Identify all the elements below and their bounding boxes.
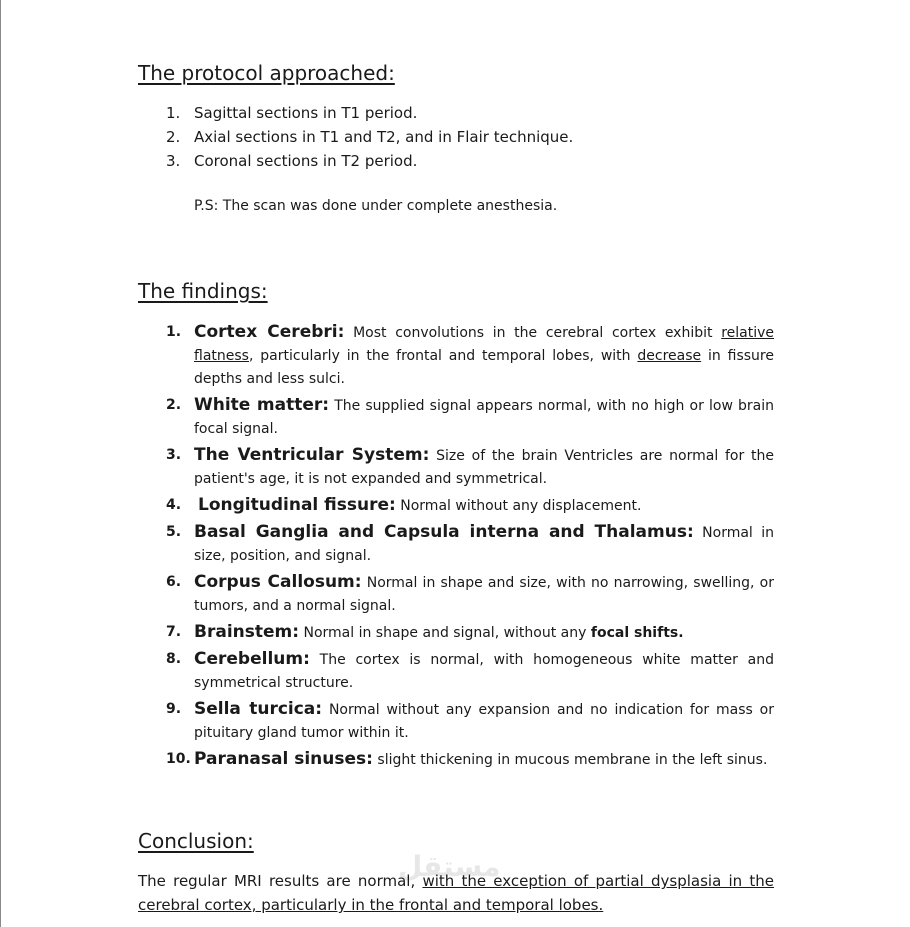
finding-item bbox=[166, 621, 774, 645]
item-text: Sagittal sections in T1 period. bbox=[194, 104, 418, 122]
finding-item bbox=[166, 698, 774, 745]
finding-title: Basal Ganglia and Capsula interna and Thalamus: bbox=[194, 522, 694, 542]
finding-number: 9. bbox=[166, 701, 182, 717]
finding-text: in fissure depths and less sulci. bbox=[194, 348, 774, 387]
finding-title: Corpus Callosum: bbox=[194, 572, 362, 592]
conclusion-plain: The regular MRI results are normal, bbox=[138, 872, 423, 890]
conclusion-text bbox=[138, 869, 774, 917]
finding-number: 6. bbox=[166, 574, 182, 590]
finding-text: Normal in size, position, and signal. bbox=[194, 525, 774, 564]
finding-number: 2. bbox=[166, 397, 182, 413]
finding-item bbox=[166, 521, 774, 568]
finding-number: 3. bbox=[166, 447, 182, 463]
conclusion-heading: Conclusion: bbox=[138, 829, 254, 853]
findings-heading: The findings: bbox=[138, 279, 268, 303]
protocol-heading: The protocol approached: bbox=[138, 61, 395, 85]
protocol-list bbox=[166, 101, 573, 173]
finding-text: The supplied signal appears normal, with no high or low brain focal signal. bbox=[194, 398, 774, 437]
finding-text: , particularly in the frontal and temporal lobes, with bbox=[248, 348, 638, 364]
finding-item bbox=[166, 748, 774, 772]
finding-title: Longitudinal fissure: bbox=[198, 495, 396, 515]
finding-text: Normal without any displacement. bbox=[395, 498, 642, 514]
finding-bold-text: focal shifts. bbox=[590, 625, 684, 641]
list-item bbox=[166, 125, 573, 149]
list-item bbox=[166, 101, 573, 125]
item-text: Axial sections in T1 and T2, and in Flair technique. bbox=[194, 128, 574, 146]
finding-text: Normal without any expansion and no indication for mass or pituitary gland tumor within it. bbox=[194, 702, 774, 741]
finding-number: 5. bbox=[166, 524, 182, 540]
item-text: Coronal sections in T2 period. bbox=[194, 152, 418, 170]
findings-list bbox=[166, 321, 774, 775]
item-number: 3. bbox=[166, 152, 181, 170]
finding-item bbox=[166, 321, 774, 391]
finding-text: Normal in shape and signal, without any bbox=[299, 625, 591, 641]
finding-title: Cerebellum: bbox=[194, 649, 310, 669]
finding-title: Sella turcica: bbox=[194, 699, 323, 719]
finding-text: Normal in shape and size, with no narrowing, swelling, or tumors, and a normal signal. bbox=[194, 575, 774, 614]
anesthesia-note: P.S: The scan was done under complete anesthesia. bbox=[194, 198, 558, 214]
watermark-logo: مستقل bbox=[398, 850, 501, 883]
finding-item bbox=[166, 648, 774, 695]
finding-number: 8. bbox=[166, 651, 182, 667]
finding-item bbox=[166, 394, 774, 441]
finding-title: White matter: bbox=[194, 395, 330, 415]
conclusion-underlined: with the exception of partial dysplasia in the cerebral cortex, particularly in the frontal and temporal lobes. bbox=[138, 872, 774, 914]
page-edge bbox=[0, 0, 1, 927]
finding-number: 4. bbox=[166, 497, 182, 513]
finding-text: The cortex is normal, with homogeneous white matter and symmetrical structure. bbox=[194, 652, 774, 691]
finding-title: The Ventricular System: bbox=[194, 445, 430, 465]
finding-highlight: decrease bbox=[637, 348, 702, 364]
finding-title: Brainstem: bbox=[194, 622, 300, 642]
finding-number: 10. bbox=[166, 751, 191, 767]
finding-number: 7. bbox=[166, 624, 182, 640]
finding-text: Most convolutions in the cerebral cortex exhibit bbox=[344, 325, 722, 341]
finding-title: Paranasal sinuses: bbox=[194, 749, 373, 769]
finding-highlight: relative flatness bbox=[194, 325, 774, 364]
finding-title: Cortex Cerebri: bbox=[194, 322, 345, 342]
item-number: 1. bbox=[166, 104, 181, 122]
finding-number: 1. bbox=[166, 324, 182, 340]
item-number: 2. bbox=[166, 128, 181, 146]
finding-text: slight thickening in mucous membrane in the left sinus. bbox=[372, 752, 768, 768]
finding-item bbox=[166, 494, 774, 518]
list-item bbox=[166, 149, 573, 173]
finding-text: Size of the brain Ventricles are normal for the patient's age, it is not expanded and symmetrical. bbox=[194, 448, 774, 487]
finding-item bbox=[166, 571, 774, 618]
finding-item bbox=[166, 444, 774, 491]
